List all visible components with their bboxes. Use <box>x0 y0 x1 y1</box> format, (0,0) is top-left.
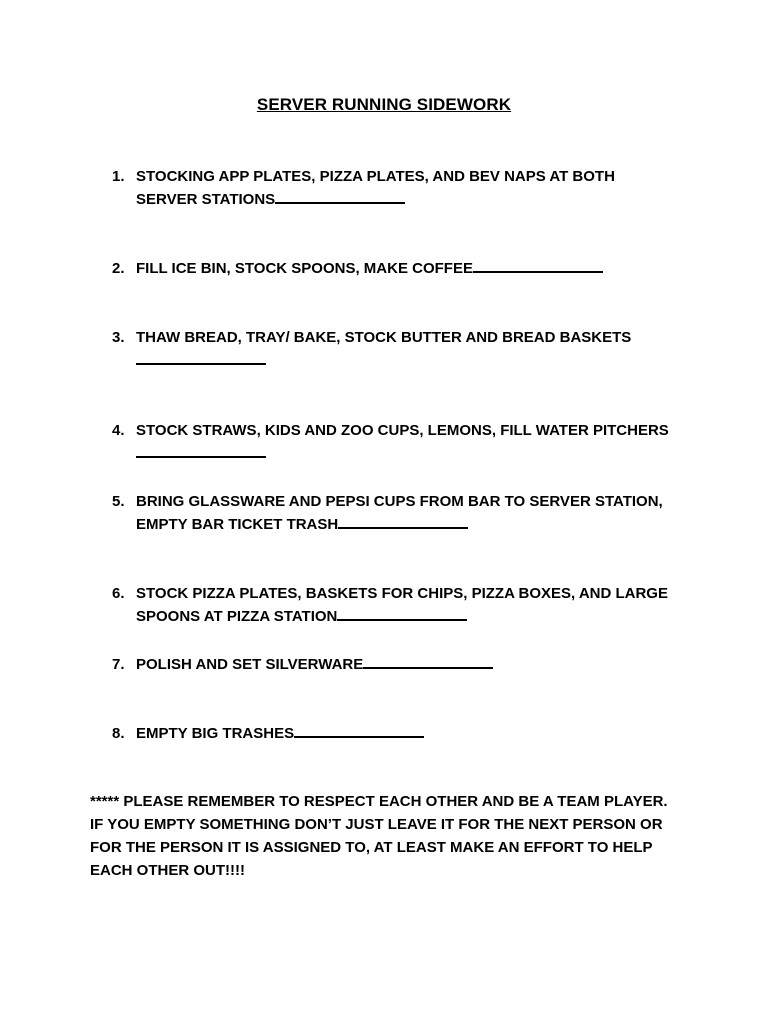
task-text: STOCK STRAWS, KIDS AND ZOO CUPS, LEMONS, FILL WATER PITCHERS <box>136 422 669 439</box>
task-text: THAW BREAD, TRAY/ BAKE, STOCK BUTTER AND BREAD BASKETS <box>136 329 632 346</box>
task-number: 1. <box>112 168 125 185</box>
signoff-blank[interactable] <box>275 188 405 204</box>
team-player-note: ***** PLEASE REMEMBER TO RESPECT EACH OTHER AND BE A TEAM PLAYER. IF YOU EMPTY SOMETHING DON’T JUST LEAVE IT FOR THE NEXT PERSON OR FOR THE PERSON IT IS ASSIGNED TO, AT LEAST MAKE AN EFFORT TO HELP EACH OTHER OUT!!!! <box>90 793 668 879</box>
task-text: POLISH AND SET SILVERWARE <box>136 656 364 673</box>
task-number: 6. <box>112 585 125 602</box>
signoff-blank[interactable] <box>473 257 603 273</box>
task-item-3 <box>112 326 672 372</box>
task-number: 5. <box>112 493 125 510</box>
task-number: 2. <box>112 260 125 277</box>
task-number: 8. <box>112 725 125 742</box>
signoff-blank[interactable] <box>136 349 266 365</box>
task-item-6 <box>112 582 672 628</box>
signoff-blank[interactable] <box>294 722 424 738</box>
task-text: STOCK PIZZA PLATES, BASKETS FOR CHIPS, PIZZA BOXES, AND LARGE SPOONS AT PIZZA STATION <box>136 585 668 625</box>
task-number: 7. <box>112 656 125 673</box>
signoff-blank[interactable] <box>136 442 266 458</box>
task-number: 4. <box>112 422 125 439</box>
signoff-blank[interactable] <box>337 605 467 621</box>
task-item-5 <box>112 490 672 536</box>
page-title: SERVER RUNNING SIDEWORK <box>256 95 512 114</box>
signoff-blank[interactable] <box>363 653 493 669</box>
task-item-2 <box>112 257 672 280</box>
task-text: BRING GLASSWARE AND PEPSI CUPS FROM BAR TO SERVER STATION, EMPTY BAR TICKET TRASH <box>136 493 663 533</box>
task-item-7 <box>112 653 672 676</box>
task-item-1 <box>112 165 672 211</box>
task-number: 3. <box>112 329 125 346</box>
task-item-4 <box>112 419 672 465</box>
task-text: STOCKING APP PLATES, PIZZA PLATES, AND BEV NAPS AT BOTH SERVER STATIONS <box>136 168 615 208</box>
task-item-8 <box>112 722 672 745</box>
task-text: EMPTY BIG TRASHES <box>136 725 295 742</box>
signoff-blank[interactable] <box>338 513 468 529</box>
task-text: FILL ICE BIN, STOCK SPOONS, MAKE COFFEE <box>136 260 473 277</box>
